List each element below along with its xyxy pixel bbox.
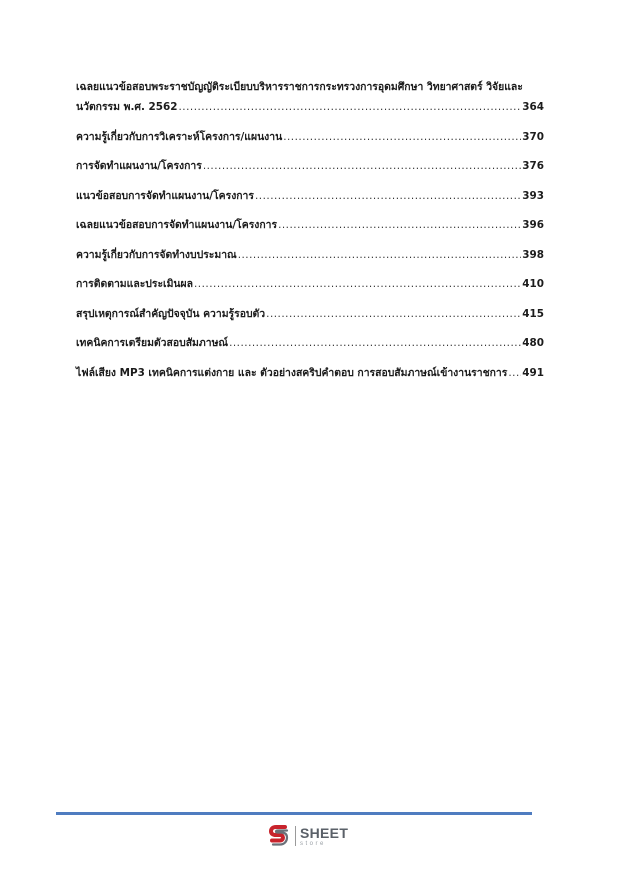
toc-leader-dots bbox=[229, 333, 521, 353]
toc-entry-title-line1: เฉลยแนวข้อสอบพระราชบัญญัติระเบียบบริหารราชการกระทรวงการอุดมศึกษา วิทยาศาสตร์ วิจัยและ bbox=[76, 81, 523, 93]
toc-entry-title: ไฟล์เสียง MP3 เทคนิคการแต่งกาย และ ตัวอย่างสคริปคำตอบ การสอบสัมภาษณ์เข้างานราชการ bbox=[76, 366, 508, 379]
toc-page-number: 393 bbox=[522, 189, 544, 202]
toc-entry[interactable] bbox=[76, 333, 544, 353]
toc-leader-dots bbox=[178, 97, 521, 117]
toc-entry[interactable] bbox=[76, 186, 544, 206]
toc-leader-dots bbox=[283, 127, 521, 147]
toc-page-number: 415 bbox=[522, 307, 544, 320]
logo-divider bbox=[295, 826, 296, 846]
toc-entry[interactable] bbox=[76, 274, 544, 294]
toc-page-number: 376 bbox=[522, 160, 544, 172]
footer-rule bbox=[56, 812, 532, 815]
toc-leader-dots bbox=[508, 363, 521, 383]
toc-entry[interactable] bbox=[76, 77, 544, 117]
toc-leader-dots bbox=[203, 156, 521, 176]
toc-page-number: 398 bbox=[522, 248, 544, 261]
toc-leader-dots bbox=[266, 304, 521, 324]
toc-entry[interactable] bbox=[76, 156, 544, 176]
toc-leader-dots bbox=[194, 274, 521, 294]
toc-entry[interactable] bbox=[76, 245, 544, 265]
toc-entry-title: การจัดทำแผนงาน/โครงการ bbox=[76, 160, 202, 172]
toc-entry-title: แนวข้อสอบการจัดทำแผนงาน/โครงการ bbox=[76, 189, 254, 202]
table-of-contents bbox=[76, 77, 544, 392]
logo-brand-text: SHEET bbox=[300, 824, 349, 841]
toc-page-number: 410 bbox=[522, 278, 544, 290]
toc-entry-title: ความรู้เกี่ยวกับการวิเคราะห์โครงการ/แผนงาน bbox=[76, 130, 283, 143]
toc-page-number: 491 bbox=[522, 366, 544, 379]
toc-leader-dots bbox=[238, 245, 522, 265]
footer-logo bbox=[268, 823, 348, 849]
logo-sub-text: store bbox=[300, 840, 326, 847]
toc-page-number: 364 bbox=[522, 101, 544, 113]
toc-leader-dots bbox=[278, 215, 521, 235]
logo-wordmark bbox=[300, 826, 348, 847]
toc-entry-title: นวัตกรรม พ.ศ. 2562 bbox=[76, 101, 178, 113]
toc-entry-title: เฉลยแนวข้อสอบการจัดทำแผนงาน/โครงการ bbox=[76, 219, 278, 231]
toc-page-number: 480 bbox=[522, 337, 544, 349]
toc-entry-title: สรุปเหตุการณ์สำคัญปัจจุบัน ความรู้รอบตัว bbox=[76, 307, 266, 320]
sheet-store-logo-icon bbox=[268, 824, 290, 848]
toc-entry-title: เทคนิคการเตรียมตัวสอบสัมภาษณ์ bbox=[76, 337, 229, 349]
toc-page-number: 396 bbox=[522, 219, 544, 231]
toc-entry-title: การติดตามและประเมินผล bbox=[76, 278, 193, 290]
toc-leader-dots bbox=[255, 186, 521, 206]
toc-entry[interactable] bbox=[76, 304, 544, 324]
toc-page-number: 370 bbox=[522, 130, 544, 143]
toc-entry[interactable] bbox=[76, 363, 544, 383]
toc-entry-title: ความรู้เกี่ยวกับการจัดทำงบประมาณ bbox=[76, 248, 237, 261]
toc-entry[interactable] bbox=[76, 215, 544, 235]
toc-entry[interactable] bbox=[76, 127, 544, 147]
